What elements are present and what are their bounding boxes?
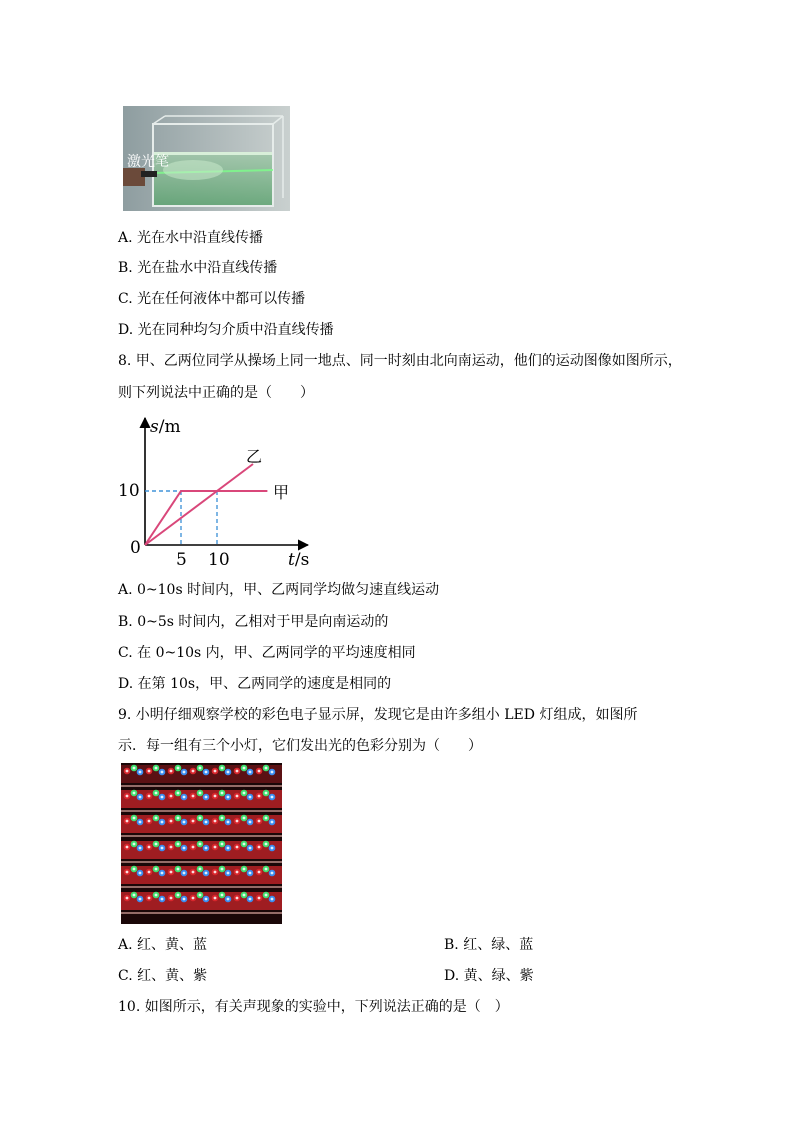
led-dot-highlight	[183, 821, 186, 824]
led-dot-highlight	[227, 847, 230, 850]
led-dot-highlight	[258, 871, 261, 874]
led-dot-highlight	[139, 771, 142, 774]
led-dot-highlight	[214, 820, 217, 823]
led-dot-highlight	[265, 792, 268, 795]
series-label-jia: 甲	[273, 483, 290, 502]
led-dot-highlight	[236, 846, 239, 849]
q8-option-a: A. 0~10s 时间内，甲、乙两同学均做匀速直线运动	[118, 582, 440, 598]
led-dot-highlight	[227, 821, 230, 824]
q9-option-b: B. 红、绿、蓝	[444, 937, 534, 953]
led-dot-highlight	[249, 872, 252, 875]
led-dot-highlight	[133, 843, 136, 846]
q8-stem-line1: 8. 甲、乙两位同学从操场上同一地点、同一时刻由北向南运动，他们的运动图像如图所示，	[118, 353, 682, 369]
led-dot-highlight	[221, 843, 224, 846]
led-dot-highlight	[170, 871, 173, 874]
led-dot-highlight	[148, 820, 151, 823]
led-dot-highlight	[133, 817, 136, 820]
led-dot-highlight	[221, 817, 224, 820]
led-dot-highlight	[170, 820, 173, 823]
led-dot-highlight	[170, 795, 173, 798]
x-axis-label: t/s	[288, 550, 310, 570]
led-dot-highlight	[155, 792, 158, 795]
led-dot-highlight	[249, 796, 252, 799]
led-row-separator	[121, 835, 282, 837]
led-dot-highlight	[236, 770, 239, 773]
led-dot-highlight	[205, 821, 208, 824]
led-dot-highlight	[258, 795, 261, 798]
led-dot-highlight	[258, 770, 261, 773]
led-dot-highlight	[265, 767, 268, 770]
led-dot-highlight	[199, 868, 202, 871]
led-dot-highlight	[139, 821, 142, 824]
led-dot-highlight	[183, 872, 186, 875]
led-dot-highlight	[192, 820, 195, 823]
led-dot-highlight	[183, 847, 186, 850]
led-dot-highlight	[161, 796, 164, 799]
led-dot-highlight	[236, 871, 239, 874]
led-dot-highlight	[161, 821, 164, 824]
led-dot-highlight	[221, 868, 224, 871]
led-dot-highlight	[271, 771, 274, 774]
led-dot-highlight	[205, 796, 208, 799]
led-dot-highlight	[214, 770, 217, 773]
led-row-separator	[121, 886, 282, 888]
led-dot-highlight	[155, 767, 158, 770]
led-dot-highlight	[170, 897, 173, 900]
led-dot-highlight	[192, 846, 195, 849]
laser-pointer-label: 激光笔	[127, 154, 169, 170]
led-dot-highlight	[183, 771, 186, 774]
led-dot-highlight	[161, 898, 164, 901]
q7-option-b: B. 光在盐水中沿直线传播	[118, 260, 278, 276]
led-dot-highlight	[199, 894, 202, 897]
led-dot-highlight	[227, 796, 230, 799]
led-dot-highlight	[271, 821, 274, 824]
led-dot-highlight	[177, 894, 180, 897]
led-dot-highlight	[170, 770, 173, 773]
led-dot-highlight	[133, 767, 136, 770]
led-dot-highlight	[148, 897, 151, 900]
y-tick-10: 10	[118, 481, 140, 501]
led-dot-highlight	[155, 894, 158, 897]
q9-option-a: A. 红、黄、蓝	[118, 937, 208, 953]
led-dot-highlight	[126, 871, 129, 874]
q8-option-c: C. 在 0~10s 内，甲、乙两同学的平均速度相同	[118, 645, 416, 661]
q8-stem-line2: 则下列说法中正确的是（ ）	[118, 385, 314, 401]
led-dot-highlight	[148, 846, 151, 849]
q9-option-d: D. 黄、绿、紫	[444, 968, 534, 984]
led-dot-highlight	[177, 843, 180, 846]
x-tick-10: 10	[208, 550, 230, 570]
led-dot-highlight	[271, 872, 274, 875]
led-dot-highlight	[155, 817, 158, 820]
led-dot-highlight	[236, 897, 239, 900]
led-dot-highlight	[249, 898, 252, 901]
led-dot-highlight	[227, 898, 230, 901]
led-dot-highlight	[243, 817, 246, 820]
q7-option-d: D. 光在同种均匀介质中沿直线传播	[118, 322, 334, 338]
led-dot-highlight	[155, 868, 158, 871]
led-dot-highlight	[249, 821, 252, 824]
led-dot-highlight	[258, 846, 261, 849]
led-dot-highlight	[221, 792, 224, 795]
led-dot-highlight	[271, 898, 274, 901]
led-dot-highlight	[139, 898, 142, 901]
led-dot-highlight	[227, 872, 230, 875]
led-dot-highlight	[249, 847, 252, 850]
led-dot-highlight	[199, 843, 202, 846]
led-dot-highlight	[177, 868, 180, 871]
origin-label: 0	[130, 538, 141, 558]
led-dot-highlight	[192, 770, 195, 773]
led-dot-highlight	[126, 770, 129, 773]
led-dot-highlight	[170, 846, 173, 849]
led-dot-highlight	[139, 847, 142, 850]
led-dot-highlight	[148, 770, 151, 773]
led-dot-highlight	[236, 795, 239, 798]
q9-stem-line2: 示．每一组有三个小灯，它们发出光的色彩分别为（ ）	[118, 738, 482, 754]
led-dot-highlight	[199, 792, 202, 795]
led-dot-highlight	[126, 795, 129, 798]
led-dot-highlight	[205, 771, 208, 774]
x-tick-5: 5	[176, 550, 187, 570]
led-dot-highlight	[126, 846, 129, 849]
q8-option-b: B. 0~5s 时间内，乙相对于甲是向南运动的	[118, 614, 389, 630]
led-dot-highlight	[214, 871, 217, 874]
led-dot-highlight	[126, 820, 129, 823]
led-dot-highlight	[243, 767, 246, 770]
led-row-separator	[121, 785, 282, 787]
led-dot-highlight	[236, 820, 239, 823]
led-dot-highlight	[214, 846, 217, 849]
led-row-separator	[121, 861, 282, 863]
led-row-separator	[121, 810, 282, 812]
led-dot-highlight	[133, 868, 136, 871]
led-dot-highlight	[177, 817, 180, 820]
led-dot-highlight	[155, 843, 158, 846]
led-dot-highlight	[214, 795, 217, 798]
q9-option-c: C. 红、黄、紫	[118, 968, 208, 984]
led-dot-highlight	[192, 871, 195, 874]
led-dot-highlight	[126, 897, 129, 900]
led-dot-highlight	[161, 872, 164, 875]
led-dot-highlight	[243, 894, 246, 897]
led-dot-highlight	[177, 767, 180, 770]
led-dot-highlight	[199, 817, 202, 820]
led-dot-highlight	[258, 897, 261, 900]
led-dot-highlight	[205, 898, 208, 901]
led-dot-highlight	[205, 847, 208, 850]
led-dot-highlight	[192, 897, 195, 900]
led-screen-photo	[121, 763, 282, 924]
led-dot-highlight	[221, 767, 224, 770]
led-dot-highlight	[133, 792, 136, 795]
led-dot-highlight	[133, 894, 136, 897]
led-dot-highlight	[205, 872, 208, 875]
led-dot-highlight	[192, 795, 195, 798]
series-line-1	[145, 464, 253, 545]
led-dot-highlight	[177, 792, 180, 795]
led-dot-highlight	[139, 796, 142, 799]
led-dot-highlight	[265, 868, 268, 871]
y-axis-label: s/m	[150, 417, 181, 437]
led-dot-highlight	[243, 792, 246, 795]
led-dot-highlight	[139, 872, 142, 875]
led-dot-highlight	[243, 868, 246, 871]
led-dot-highlight	[214, 897, 217, 900]
q8-option-d: D. 在第 10s，甲、乙两同学的速度是相同的	[118, 676, 392, 692]
led-dot-highlight	[271, 847, 274, 850]
led-dot-highlight	[271, 796, 274, 799]
series-label-yi: 乙	[246, 447, 263, 466]
led-dot-highlight	[227, 771, 230, 774]
q10-stem: 10. 如图所示，有关声现象的实验中，下列说法正确的是（ ）	[118, 999, 509, 1015]
led-dot-highlight	[221, 894, 224, 897]
led-dot-highlight	[265, 843, 268, 846]
led-dot-highlight	[243, 843, 246, 846]
led-dot-highlight	[161, 847, 164, 850]
q9-stem-line1: 9. 小明仔细观察学校的彩色电子显示屏，发现它是由许多组小 LED 灯组成，如图所	[118, 707, 638, 723]
led-dot-highlight	[265, 894, 268, 897]
led-dot-highlight	[183, 898, 186, 901]
led-dot-highlight	[199, 767, 202, 770]
led-dot-highlight	[265, 817, 268, 820]
led-dot-highlight	[148, 871, 151, 874]
laser-tank-photo	[123, 106, 290, 211]
q8-st-graph	[110, 410, 320, 575]
led-dot-highlight	[249, 771, 252, 774]
q7-option-a: A. 光在水中沿直线传播	[118, 230, 264, 246]
led-dot-highlight	[258, 820, 261, 823]
q7-option-c: C. 光在任何液体中都可以传播	[118, 291, 306, 307]
led-dot-highlight	[148, 795, 151, 798]
led-row-separator	[121, 912, 282, 914]
led-dot-highlight	[161, 771, 164, 774]
led-dot-highlight	[183, 796, 186, 799]
